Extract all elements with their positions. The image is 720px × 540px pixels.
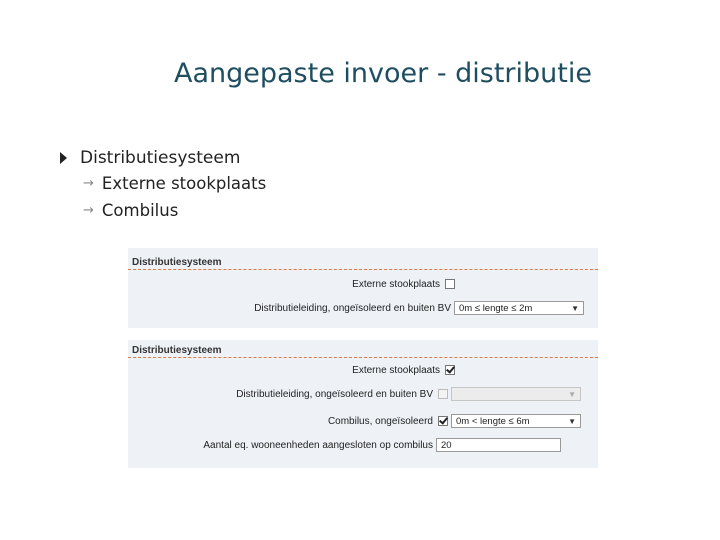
bullet-label: Distributiesysteem <box>80 148 241 168</box>
triangle-right-icon <box>60 152 67 164</box>
sub-bullet-externe-stookplaats <box>58 170 266 197</box>
distributieleiding-label: Distributieleiding, ongeïsoleerd en buiten BV <box>254 302 451 314</box>
aantal-wooneenheden-label: Aantal eq. wooneenheden aangesloten op combilus <box>203 439 433 451</box>
aantal-wooneenheden-input[interactable]: 20 <box>436 438 561 452</box>
chevron-down-icon: ▼ <box>568 389 576 399</box>
distributieleiding-value: 0m ≤ lengte ≤ 2m <box>459 302 533 314</box>
page-title: Aangepaste invoer - distributie <box>174 58 592 89</box>
form-panel-default <box>128 248 598 328</box>
combilus-label: Combilus, ongeïsoleerd <box>327 415 433 427</box>
externe-stookplaats-label: Externe stookplaats <box>352 278 440 290</box>
chevron-down-icon: ▼ <box>571 303 579 313</box>
combilus-value: 0m < lengte ≤ 6m <box>456 415 530 427</box>
panel-divider <box>128 357 598 358</box>
sub-bullet-combilus <box>58 197 266 224</box>
panel-heading: Distributiesysteem <box>132 257 222 268</box>
arrow-right-icon: → <box>83 203 94 218</box>
combilus-select[interactable] <box>451 414 581 428</box>
panel-divider <box>128 269 598 270</box>
distributieleiding-checkbox[interactable] <box>438 389 448 399</box>
distributieleiding-select[interactable] <box>451 387 581 401</box>
form-panel-combilus <box>128 340 598 468</box>
row-aantal-wooneenheden <box>203 437 561 453</box>
sub-bullet-label: Externe stookplaats <box>101 174 267 193</box>
sub-bullet-label: Combilus <box>101 201 179 220</box>
arrow-right-icon: → <box>83 176 94 191</box>
panel-heading: Distributiesysteem <box>132 345 222 356</box>
row-externe-stookplaats <box>352 276 455 292</box>
bullet-item-distributiesysteem <box>58 146 266 170</box>
row-externe-stookplaats <box>352 362 455 378</box>
combilus-checkbox[interactable] <box>438 416 448 426</box>
row-distributieleiding <box>236 386 581 402</box>
chevron-down-icon: ▼ <box>568 416 576 426</box>
row-distributieleiding <box>254 300 584 316</box>
externe-stookplaats-label: Externe stookplaats <box>352 364 440 376</box>
externe-stookplaats-checkbox[interactable] <box>445 279 455 289</box>
distributieleiding-label: Distributieleiding, ongeïsoleerd en buiten BV <box>236 388 433 400</box>
row-combilus <box>328 413 581 429</box>
externe-stookplaats-checkbox[interactable] <box>445 365 455 375</box>
distributieleiding-select[interactable] <box>454 301 584 315</box>
bullet-list <box>58 146 266 224</box>
